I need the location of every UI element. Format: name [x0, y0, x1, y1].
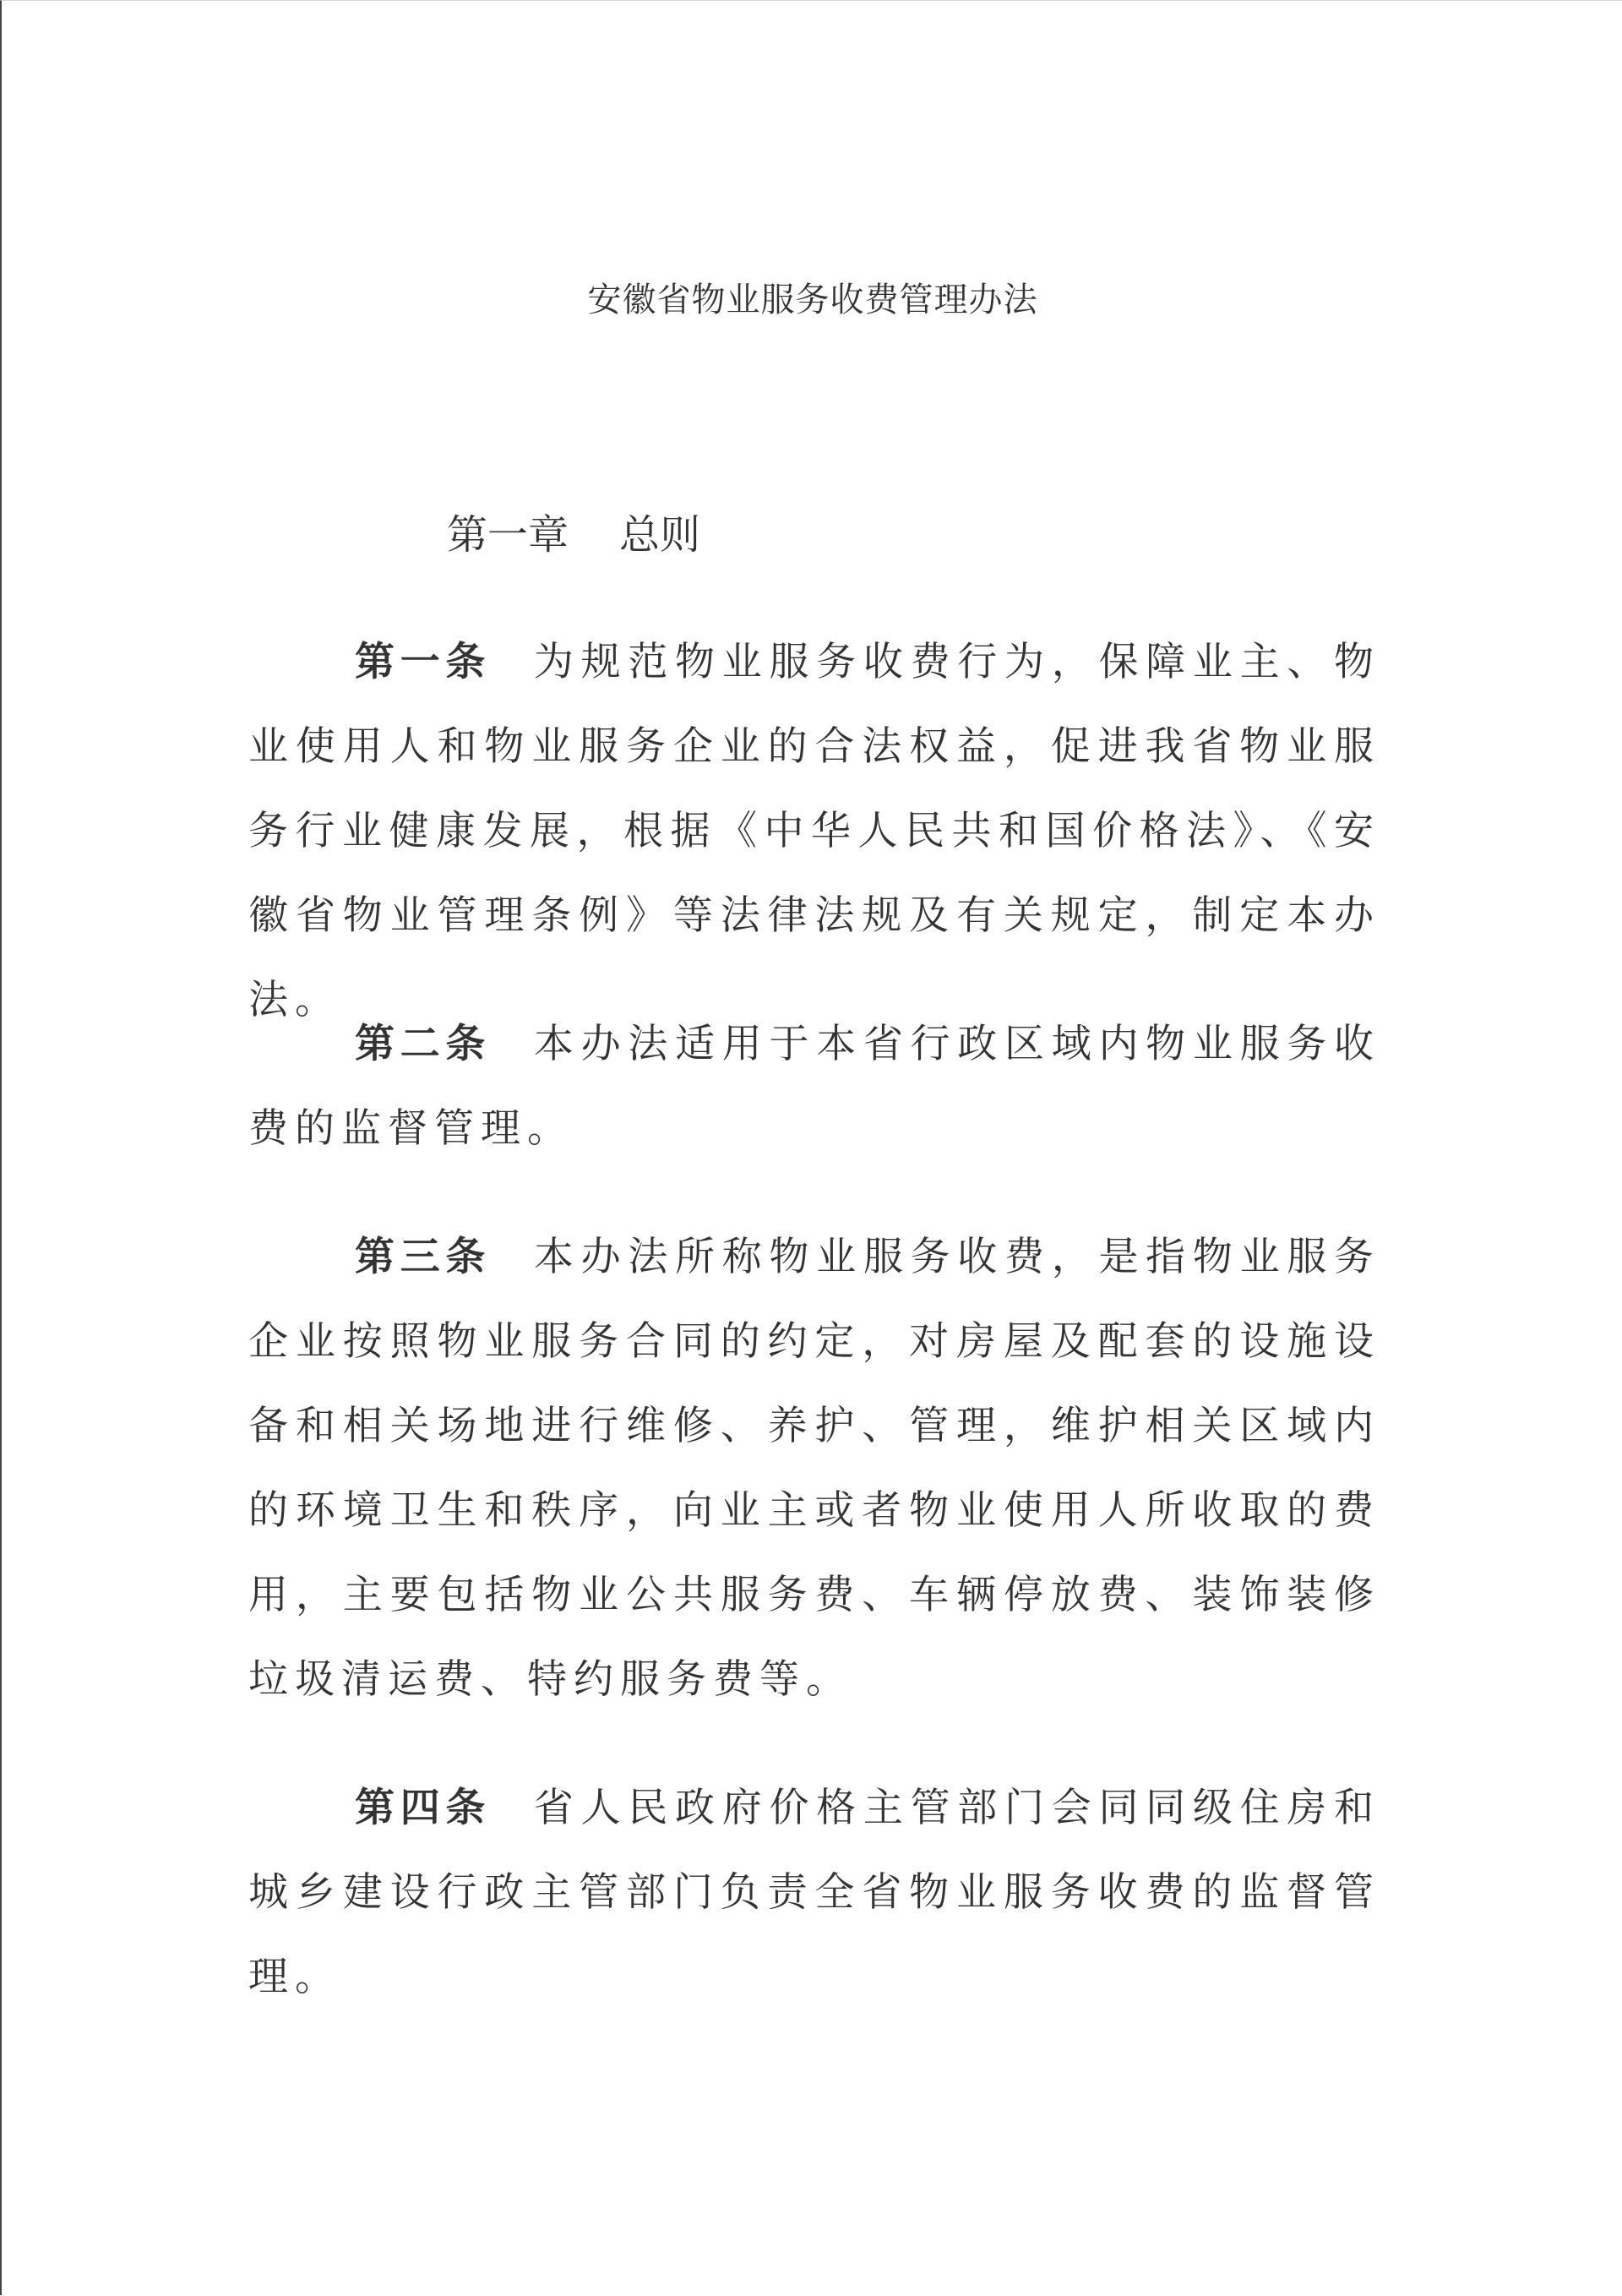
chapter-number: 第一章: [447, 511, 569, 559]
article-text: 为规范物业服务收费行为，保障业主、物业使用人和物业服务企业的合法权益，促进我省物业服务行业健康发展，根据《中华人民共和国价格法》、《安徽省物业管理条例》等法律法规及有关规定，制定本办法。: [248, 639, 1381, 1023]
document-title: 安徽省物业服务收费管理办法: [587, 281, 1038, 319]
article-label: 第二条: [355, 1021, 492, 1067]
article-text: 省人民政府价格主管部门会同同级住房和城乡建设行政主管部门负责全省物业服务收费的监督管理。: [248, 1785, 1381, 2000]
article-1: [248, 620, 1380, 1043]
article-label: 第三条: [355, 1234, 492, 1280]
chapter-name: 总则: [619, 511, 701, 559]
article-text: 本办法适用于本省行政区域内物业服务收费的监督管理。: [248, 1021, 1381, 1152]
article-3: [248, 1215, 1380, 1722]
article-2: [248, 1002, 1380, 1171]
article-label: 第一条: [355, 639, 492, 685]
article-text: 本办法所称物业服务收费，是指物业服务企业按照物业服务合同的约定，对房屋及配套的设施设备和相关场地进行维修、养护、管理，维护相关区域内的环境卫生和秩序，向业主或者物业使用人所收取的费用，主要包括物业公共服务费、车辆停放费、装饰装修垃圾清运费、特约服务费等。: [248, 1234, 1381, 1703]
chapter-heading: [447, 510, 700, 560]
article-4: [248, 1766, 1380, 2020]
article-label: 第四条: [355, 1785, 492, 1831]
